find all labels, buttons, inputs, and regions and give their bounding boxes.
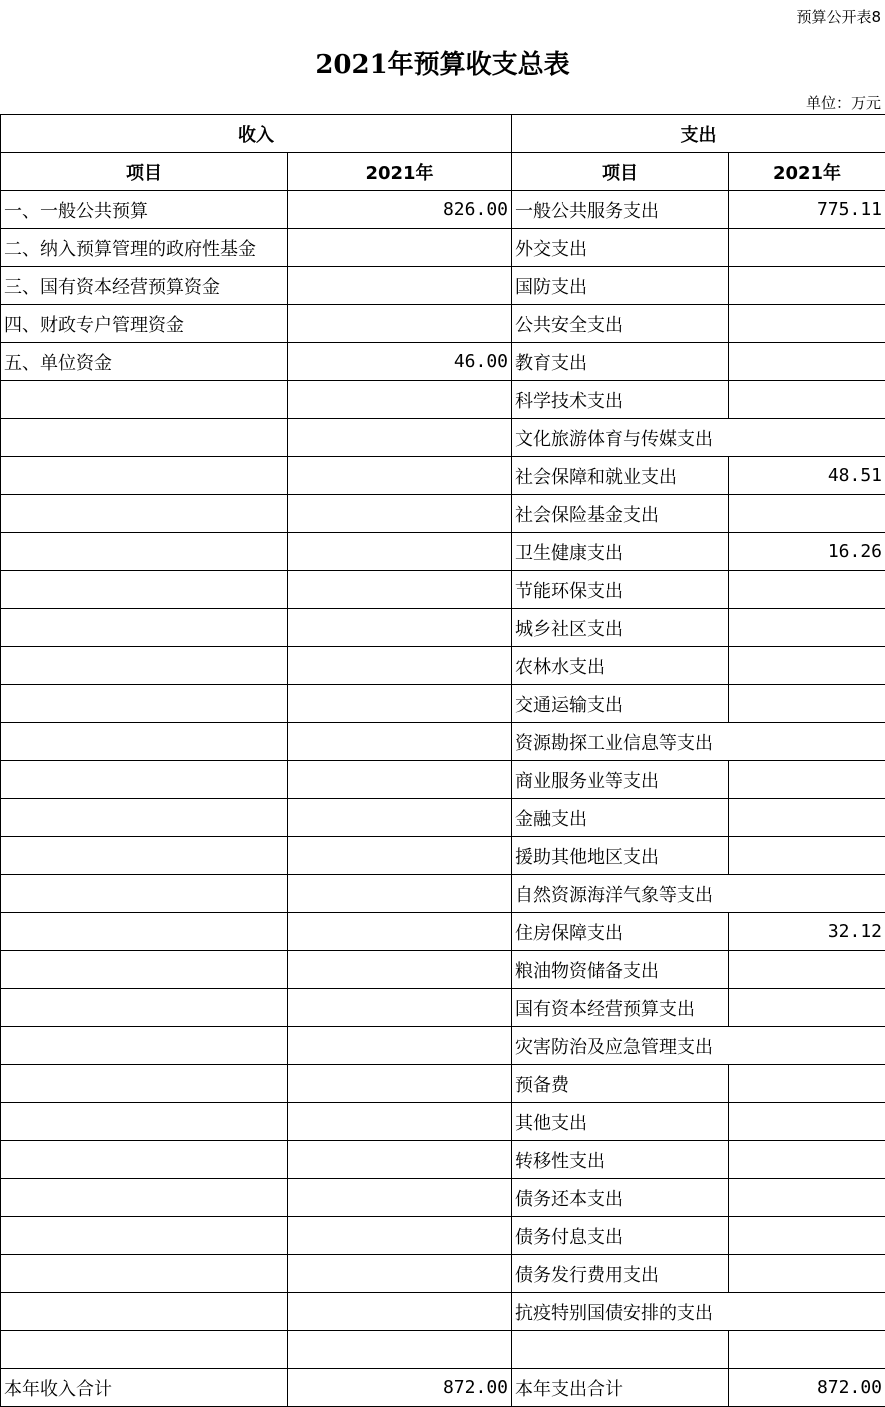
income-value-cell xyxy=(288,1065,512,1103)
expense-value-cell xyxy=(729,1065,885,1103)
income-value-cell xyxy=(288,1217,512,1255)
expense-value-cell xyxy=(729,305,885,343)
table-row xyxy=(1,913,885,951)
income-value-cell xyxy=(288,837,512,875)
income-value-cell xyxy=(288,495,512,533)
income-item-cell xyxy=(1,913,288,951)
income-value-cell xyxy=(288,685,512,723)
expense-item-cell: 商业服务业等支出 xyxy=(512,761,729,799)
income-item-cell xyxy=(1,1027,288,1065)
expense-item-cell: 住房保障支出 xyxy=(512,913,729,951)
expense-item-cell: 社会保障和就业支出 xyxy=(512,457,729,495)
table-row xyxy=(1,1255,885,1293)
income-value-cell xyxy=(288,1293,512,1331)
income-header: 收入 xyxy=(1,115,512,153)
expense-value-cell xyxy=(729,1179,885,1217)
expense-item-cell: 自然资源海洋气象等支出 xyxy=(512,875,885,913)
budget-summary-table xyxy=(0,114,885,1407)
total-row xyxy=(1,1369,885,1407)
income-value-cell xyxy=(288,1331,512,1369)
income-value-cell xyxy=(288,951,512,989)
expense-value-cell xyxy=(729,1255,885,1293)
expense-value-cell xyxy=(729,343,885,381)
income-item-cell xyxy=(1,1217,288,1255)
table-row xyxy=(1,1331,885,1369)
table-row xyxy=(1,875,885,913)
income-item-cell xyxy=(1,647,288,685)
income-value-cell xyxy=(288,1255,512,1293)
expense-value-cell xyxy=(729,1331,885,1369)
table-row xyxy=(1,1141,885,1179)
income-year-header: 2021年 xyxy=(288,153,512,191)
expense-value-cell xyxy=(729,229,885,267)
table-row xyxy=(1,723,885,761)
income-value-cell xyxy=(288,609,512,647)
document-code: 预算公开表8 xyxy=(796,8,881,26)
expense-item-cell: 国防支出 xyxy=(512,267,729,305)
table-row xyxy=(1,571,885,609)
expense-value-cell: 775.11 xyxy=(729,191,885,229)
expense-item-cell: 粮油物资储备支出 xyxy=(512,951,729,989)
table-body xyxy=(1,115,885,1407)
income-item-cell xyxy=(1,533,288,571)
expense-item-cell: 转移性支出 xyxy=(512,1141,729,1179)
income-item-cell xyxy=(1,457,288,495)
expense-item-header: 项目 xyxy=(512,153,729,191)
income-value-cell xyxy=(288,381,512,419)
income-item-cell xyxy=(1,1141,288,1179)
income-value-cell xyxy=(288,1179,512,1217)
table-row xyxy=(1,761,885,799)
income-item-cell xyxy=(1,419,288,457)
table-row xyxy=(1,495,885,533)
expense-item-cell: 援助其他地区支出 xyxy=(512,837,729,875)
table-row xyxy=(1,647,885,685)
income-item-cell xyxy=(1,761,288,799)
income-value-cell xyxy=(288,761,512,799)
expense-item-cell: 资源勘探工业信息等支出 xyxy=(512,723,885,761)
table-row xyxy=(1,837,885,875)
table-row xyxy=(1,1293,885,1331)
income-value-cell xyxy=(288,1027,512,1065)
income-value-cell xyxy=(288,647,512,685)
income-item-cell xyxy=(1,951,288,989)
expense-value-cell xyxy=(729,761,885,799)
expense-item-cell: 卫生健康支出 xyxy=(512,533,729,571)
column-header-row xyxy=(1,153,885,191)
income-item-cell xyxy=(1,799,288,837)
income-item-cell: 五、单位资金 xyxy=(1,343,288,381)
expense-value-cell xyxy=(729,381,885,419)
expense-value-cell xyxy=(729,647,885,685)
income-value-cell: 872.00 xyxy=(288,1369,512,1407)
income-value-cell xyxy=(288,913,512,951)
expense-value-cell xyxy=(729,267,885,305)
expense-item-cell: 农林水支出 xyxy=(512,647,729,685)
expense-item-cell: 节能环保支出 xyxy=(512,571,729,609)
table-row xyxy=(1,1217,885,1255)
table-row xyxy=(1,381,885,419)
expense-item-cell: 文化旅游体育与传媒支出 xyxy=(512,419,885,457)
expense-item-cell: 科学技术支出 xyxy=(512,381,729,419)
expense-value-cell xyxy=(729,495,885,533)
income-item-cell xyxy=(1,1065,288,1103)
unit-label: 单位：万元 xyxy=(805,94,881,112)
expense-value-cell: 48.51 xyxy=(729,457,885,495)
income-item-cell xyxy=(1,1255,288,1293)
income-value-cell: 46.00 xyxy=(288,343,512,381)
expense-item-cell: 预备费 xyxy=(512,1065,729,1103)
expense-item-cell: 债务还本支出 xyxy=(512,1179,729,1217)
expense-value-cell xyxy=(729,989,885,1027)
income-value-cell xyxy=(288,305,512,343)
income-item-cell xyxy=(1,495,288,533)
income-value-cell: 826.00 xyxy=(288,191,512,229)
table-row xyxy=(1,343,885,381)
table-row xyxy=(1,533,885,571)
income-value-cell xyxy=(288,229,512,267)
income-item-cell: 二、纳入预算管理的政府性基金 xyxy=(1,229,288,267)
income-item-cell: 三、国有资本经营预算资金 xyxy=(1,267,288,305)
income-item-cell xyxy=(1,723,288,761)
expense-value-cell xyxy=(729,951,885,989)
table-row xyxy=(1,457,885,495)
income-item-cell xyxy=(1,1179,288,1217)
expense-item-cell: 外交支出 xyxy=(512,229,729,267)
table-row xyxy=(1,951,885,989)
income-value-cell xyxy=(288,723,512,761)
income-value-cell xyxy=(288,1103,512,1141)
income-value-cell xyxy=(288,533,512,571)
expense-value-cell: 16.26 xyxy=(729,533,885,571)
table-row xyxy=(1,1103,885,1141)
table-row xyxy=(1,305,885,343)
expense-value-cell xyxy=(729,1217,885,1255)
income-item-header: 项目 xyxy=(1,153,288,191)
expense-item-cell: 债务付息支出 xyxy=(512,1217,729,1255)
expense-value-cell xyxy=(729,837,885,875)
income-value-cell xyxy=(288,571,512,609)
section-header-row xyxy=(1,115,885,153)
expense-item-cell: 本年支出合计 xyxy=(512,1369,729,1407)
income-item-cell xyxy=(1,571,288,609)
income-item-cell: 本年收入合计 xyxy=(1,1369,288,1407)
income-item-cell xyxy=(1,685,288,723)
income-item-cell xyxy=(1,609,288,647)
expense-item-cell: 一般公共服务支出 xyxy=(512,191,729,229)
expense-value-cell xyxy=(729,571,885,609)
expense-item-cell: 债务发行费用支出 xyxy=(512,1255,729,1293)
income-value-cell xyxy=(288,267,512,305)
table-row xyxy=(1,1027,885,1065)
income-item-cell xyxy=(1,1331,288,1369)
expense-value-cell: 872.00 xyxy=(729,1369,885,1407)
expense-item-cell: 其他支出 xyxy=(512,1103,729,1141)
table-row xyxy=(1,1179,885,1217)
table-row xyxy=(1,419,885,457)
table-row xyxy=(1,229,885,267)
page-title: 2021年预算收支总表 xyxy=(315,50,570,80)
expense-item-cell: 交通运输支出 xyxy=(512,685,729,723)
income-item-cell xyxy=(1,381,288,419)
table-row xyxy=(1,1065,885,1103)
table-row xyxy=(1,989,885,1027)
expense-item-cell: 抗疫特别国债安排的支出 xyxy=(512,1293,885,1331)
table-row xyxy=(1,267,885,305)
income-item-cell: 一、一般公共预算 xyxy=(1,191,288,229)
expense-value-cell xyxy=(729,609,885,647)
income-value-cell xyxy=(288,419,512,457)
table-row xyxy=(1,799,885,837)
expense-item-cell: 金融支出 xyxy=(512,799,729,837)
expense-item-cell: 社会保险基金支出 xyxy=(512,495,729,533)
expense-item-cell: 城乡社区支出 xyxy=(512,609,729,647)
expense-value-cell xyxy=(729,1141,885,1179)
income-item-cell xyxy=(1,1293,288,1331)
table-row xyxy=(1,191,885,229)
expense-value-cell xyxy=(729,799,885,837)
income-value-cell xyxy=(288,457,512,495)
expense-year-header: 2021年 xyxy=(729,153,885,191)
expense-item-cell: 公共安全支出 xyxy=(512,305,729,343)
income-value-cell xyxy=(288,1141,512,1179)
income-value-cell xyxy=(288,799,512,837)
expense-value-cell xyxy=(729,685,885,723)
income-value-cell xyxy=(288,989,512,1027)
expense-value-cell xyxy=(729,1103,885,1141)
expense-value-cell: 32.12 xyxy=(729,913,885,951)
expense-item-cell xyxy=(512,1331,729,1369)
table-row xyxy=(1,685,885,723)
expense-header: 支出 xyxy=(512,115,885,153)
expense-item-cell: 教育支出 xyxy=(512,343,729,381)
income-value-cell xyxy=(288,875,512,913)
expense-item-cell: 国有资本经营预算支出 xyxy=(512,989,729,1027)
income-item-cell xyxy=(1,989,288,1027)
table-row xyxy=(1,609,885,647)
expense-item-cell: 灾害防治及应急管理支出 xyxy=(512,1027,885,1065)
income-item-cell xyxy=(1,1103,288,1141)
income-item-cell xyxy=(1,837,288,875)
income-item-cell xyxy=(1,875,288,913)
income-item-cell: 四、财政专户管理资金 xyxy=(1,305,288,343)
